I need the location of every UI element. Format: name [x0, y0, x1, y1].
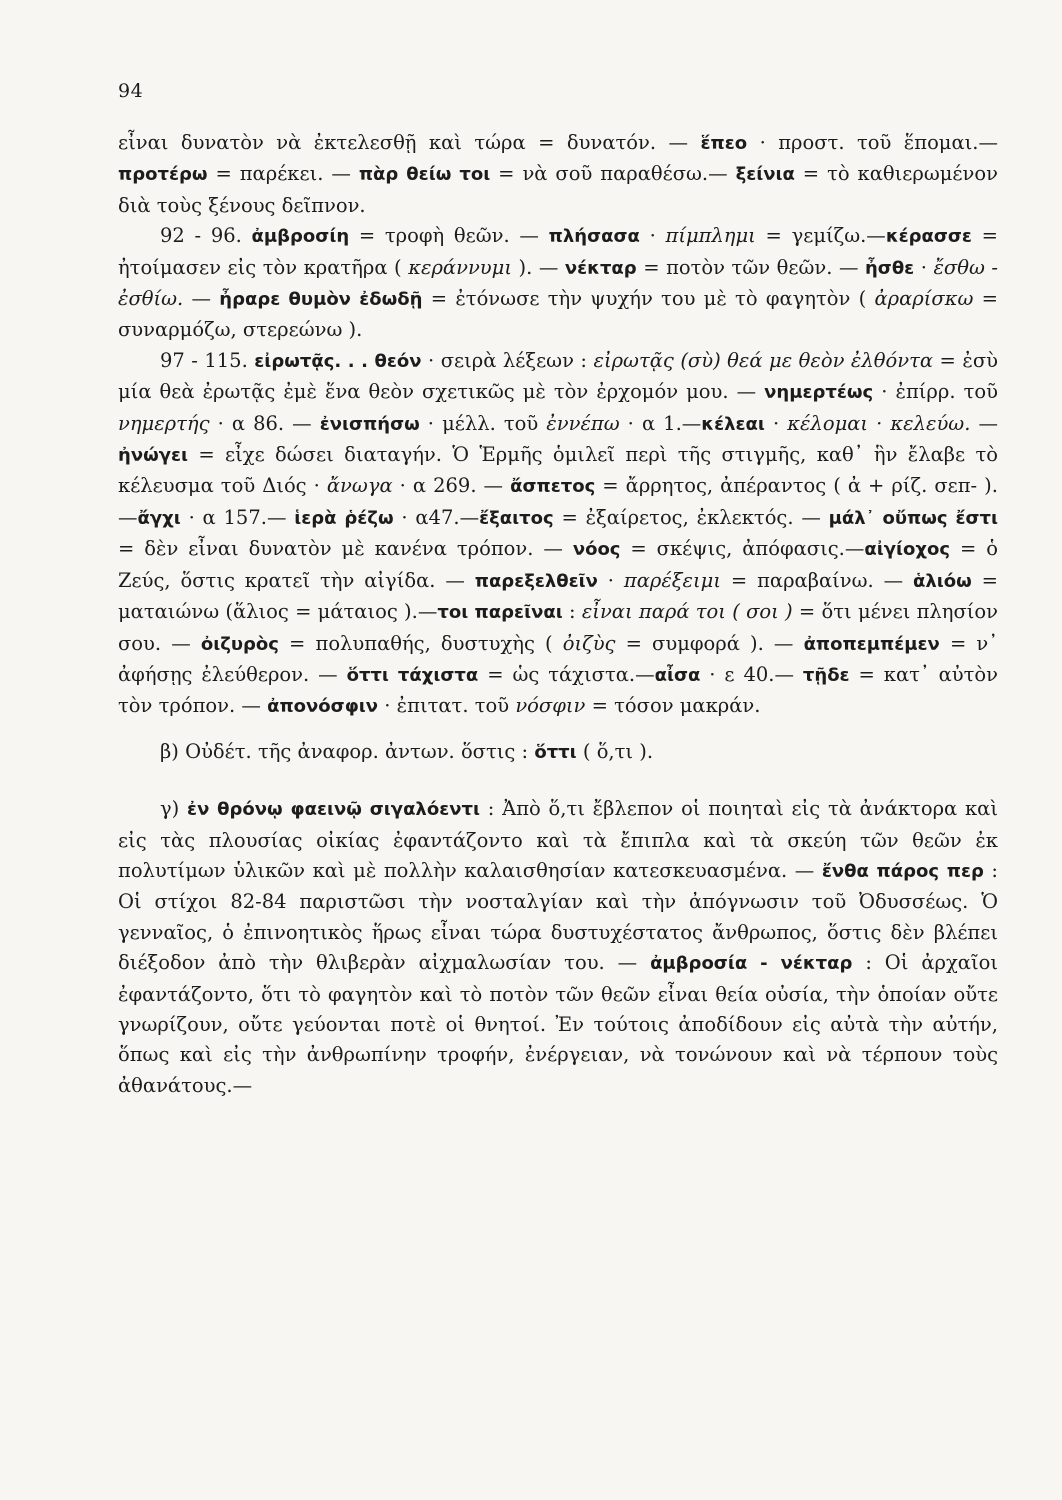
lemma: κέλεαι	[701, 413, 765, 435]
gloss-text: = ἐτόνωσε τὴν ψυχήν του μὲ τὸ φαγητὸν (	[422, 287, 875, 311]
gloss-text: = δὲν εἶναι δυνατὸν μὲ κανένα τρόπον. —	[118, 537, 573, 561]
lemma: ἔξαιτος	[479, 507, 554, 529]
gloss-text: = τροφὴ θεῶν. —	[349, 224, 549, 248]
gloss-text: = ὁ Ζεύς, ὅστις κρατεῖ τὴν αἰγίδα. —	[118, 537, 998, 592]
gloss-text: · α47.—	[393, 505, 480, 529]
page-number: 94	[118, 80, 144, 102]
gloss-text: · σειρὰ λέξεων :	[421, 348, 594, 372]
lemma: ὅττι τάχιστα	[346, 664, 479, 686]
lemma: ἀπονόσφιν	[267, 696, 379, 718]
lemma: ἁλιόω	[913, 570, 972, 592]
gloss-text: ·	[764, 411, 788, 435]
gloss-text: = ποτὸν τῶν θεῶν. —	[636, 255, 865, 279]
gloss-text: ·	[597, 568, 624, 592]
citation-form: εἶναι παρά τοι ( σοι )	[581, 600, 793, 624]
gloss-text: = εἶχε δώσει διαταγήν. Ὁ Ἑρμῆς ὁμιλεῖ περὶ τῆς στιγμῆς, καθ᾽ ἣν ἔλαβε τὸ κέλευσμα τοῦ Διός ·	[118, 443, 998, 498]
lemma: παρεξελθεῖν	[474, 570, 598, 592]
paragraph-p1	[118, 128, 998, 221]
gloss-text: —	[970, 411, 998, 435]
citation-form: νόσφιν	[515, 694, 586, 718]
paragraph-p5	[118, 794, 998, 1101]
lemma: ἀποπεμπέμεν	[803, 633, 940, 655]
gloss-text: = παραβαίνω. —	[720, 568, 913, 592]
gloss-text: ). —	[511, 255, 565, 279]
gloss-text: · α 1.—	[619, 411, 702, 435]
paragraph-p4	[118, 737, 998, 768]
gloss-text: εἶναι δυνατὸν νὰ ἐκτελεσθῇ καὶ τώρα = δυνατόν. —	[118, 131, 701, 154]
gloss-text: = ν᾽ ἀφήσῃς ἐλεύθερον. —	[118, 631, 999, 686]
lemma: νημερτέως	[764, 382, 874, 404]
gloss-text: :	[562, 600, 582, 624]
lemma: νέκταρ	[564, 257, 637, 279]
lemma: προτέρω	[118, 164, 208, 186]
citation-form: ὀιζὺς	[562, 631, 616, 655]
gloss-text: : Οἱ ἀρχαῖοι ἐφαντάζοντο, ὅτι τὸ φαγητὸν καὶ τὸ ποτὸν τῶν θεῶν εἶναι θεία οὐσία, τὴν ὁποίαν οὔτε γνωρίζουν, οὔτε γεύονται ποτὲ οἱ θνητοί. Ἐν τούτοις ἀποδίδουν εἰς αὐτὰ τὴν αὐτήν, ὅπως καὶ εἰς τὴν ἀνθρωπίνην τροφήν, ἐνέργειαν, νὰ τονώνουν καὶ νὰ τέρπουν τοὺς ἀθανάτους.—	[118, 951, 998, 1097]
gloss-text: 92 - 96.	[160, 224, 252, 248]
lemma: ἀμβροσίη	[251, 226, 350, 248]
paragraph-p3	[118, 346, 998, 723]
gloss-text: = σκέψις, ἀπόφασις.—	[620, 537, 865, 561]
gloss-text: = ὡς τάχιστα.—	[478, 662, 655, 686]
gloss-text: = παρέκει. —	[207, 162, 359, 186]
lemma: ἠνώγει	[118, 445, 189, 467]
gloss-text: = ἐσὺ μία θεὰ ἐρωτᾷς ἐμὲ ἕνα θεὸν σχετικῶς μὲ τὸν ἐρχομόν μου. —	[118, 348, 998, 404]
gloss-text: = κατ᾽ αὐτὸν τὸν τρόπον. —	[118, 662, 998, 718]
lemma: ἔνθα πάρος περ	[821, 860, 984, 882]
lemma: ἀμβροσία - νέκταρ	[650, 953, 853, 975]
lemma: ὀιζυρὸς	[200, 633, 279, 655]
citation-form: ἀραρίσκω	[874, 287, 974, 311]
gloss-text: = συμφορά ). —	[615, 631, 804, 655]
citation-form: ἐννέπω	[546, 411, 620, 435]
gloss-text: · α 86. —	[209, 411, 320, 435]
lemma: πὰρ θείω τοι	[358, 164, 491, 186]
lemma: ἐνισπήσω	[319, 413, 420, 435]
gloss-text: γ)	[160, 797, 188, 821]
lemma: ἱερὰ ῥέζω	[294, 507, 394, 529]
lemma: αἶσα	[654, 664, 701, 686]
lemma: ξείνια	[735, 164, 795, 186]
lemma: πλήσασα	[548, 226, 640, 248]
paragraph-p2	[118, 221, 998, 346]
gloss-text: = συναρμόζω, στερεώνω ).	[118, 287, 998, 342]
gloss-text: —	[183, 287, 220, 311]
citation-form: πίμπλημι	[665, 224, 756, 248]
gloss-text: ( ὅ,τι ).	[576, 739, 654, 763]
gloss-text: · ἐπίρρ. τοῦ	[873, 380, 998, 404]
lemma: ἕπεο	[700, 133, 748, 154]
lemma: ἦραρε θυμὸν ἐδωδῇ	[219, 289, 423, 311]
gloss-text: = ἄρρητος, ἀπέραντος ( ἀ + ρίζ. σεπ- ).—	[118, 474, 998, 529]
gloss-text: · ε 40.—	[700, 662, 803, 686]
lemma: ὅττι	[534, 741, 577, 763]
lemma: ἄσπετος	[510, 476, 596, 498]
gloss-text: = νὰ σοῦ παραθέσω.—	[490, 162, 736, 186]
gloss-text: ·	[639, 224, 666, 248]
lemma: τοι παρεῖναι	[437, 602, 563, 624]
gloss-text: : Οἱ στίχοι 82-84 παριστῶσι τὴν νοσταλγίαν καὶ τὴν ἀπόγνωσιν τοῦ Ὀδυσσέως. Ὁ γενναῖος, ὁ ἐπινοητικὸς ἥρως εἶναι τώρα δυστυχέστατος ἄνθρωπος, ὅστις δὲν βλέπει διέξοδον ἀπὸ τὴν θλιβερὰν αἰχμαλωσίαν του. —	[118, 858, 999, 975]
gloss-text: = ἠτοίμασεν εἰς τὸν κρατῆρα (	[118, 224, 998, 279]
gloss-text: = τὸ καθιερωμένον διὰ τοὺς ξένους δεῖπνον.	[118, 162, 998, 217]
gloss-text: = γεμίζω.—	[755, 224, 886, 248]
citation-form: νημερτής	[118, 411, 210, 435]
gloss-text: · α 269. —	[392, 474, 511, 498]
lemma: μάλ᾽ οὔπως ἔστι	[828, 507, 999, 529]
gloss-text: = ἐξαίρετος, ἐκλεκτός. —	[553, 505, 829, 529]
lemma: ἦσθε	[864, 257, 915, 279]
gloss-text: : Ἀπὸ ὅ,τι ἔβλεπον οἱ ποιηταὶ εἰς τὰ ἀνάκτορα καὶ εἰς τὰς πλουσίας οἰκίας ἐφαντάζοντο καὶ τὰ ἔπιπλα καὶ τὰ σκεύη τῶν θεῶν ἐκ πολυτίμων ὑλικῶν καὶ μὲ πολλὴν καλαισθησίαν κατεσκευασμένα. —	[118, 797, 998, 882]
citation-form: ἔσθω - ἐσθίω.	[118, 255, 999, 311]
lemma: εἰρωτᾷς. . . θεόν	[254, 350, 422, 372]
lemma: κέρασσε	[885, 226, 972, 248]
gloss-text: · α 157.—	[180, 505, 295, 529]
lemma: αἰγίοχος	[864, 539, 951, 561]
gloss-text: · προστ. τοῦ ἕπομαι.—	[747, 131, 998, 154]
gloss-text: 97 - 115.	[160, 348, 255, 372]
gloss-text: · ἐπιτατ. τοῦ	[378, 694, 516, 718]
gloss-text: · μέλλ. τοῦ	[419, 411, 547, 435]
gloss-text: β) Οὐδέτ. τῆς ἀναφορ. ἀντων. ὅστις :	[160, 739, 535, 763]
lemma: ἐν θρόνῳ φαεινῷ σιγαλόεντι	[187, 799, 480, 821]
lemma: τῇδε	[802, 664, 850, 686]
lemma: νόος	[572, 539, 621, 561]
gloss-text: ·	[914, 255, 934, 279]
gloss-text: = ὅτι μένει πλησίον σου. —	[118, 600, 999, 655]
lemma: ἄγχι	[137, 507, 181, 529]
gloss-text: = ματαιώνω (ἅλιος = μάταιος ).—	[118, 568, 998, 624]
citation-form: κεράννυμι	[408, 255, 512, 279]
gloss-text: = πολυπαθής, δυστυχὴς (	[278, 631, 563, 655]
commentary-text	[118, 128, 998, 1101]
citation-form: εἰρωτᾷς (σὺ) θεά με θεὸν ἐλθόντα	[593, 348, 934, 372]
citation-form: κέλομαι · κελεύω.	[787, 411, 971, 435]
gloss-text: = τόσον μακράν.	[585, 694, 761, 718]
citation-form: παρέξειμι	[623, 568, 721, 592]
citation-form: ἄνωγα	[326, 474, 393, 498]
